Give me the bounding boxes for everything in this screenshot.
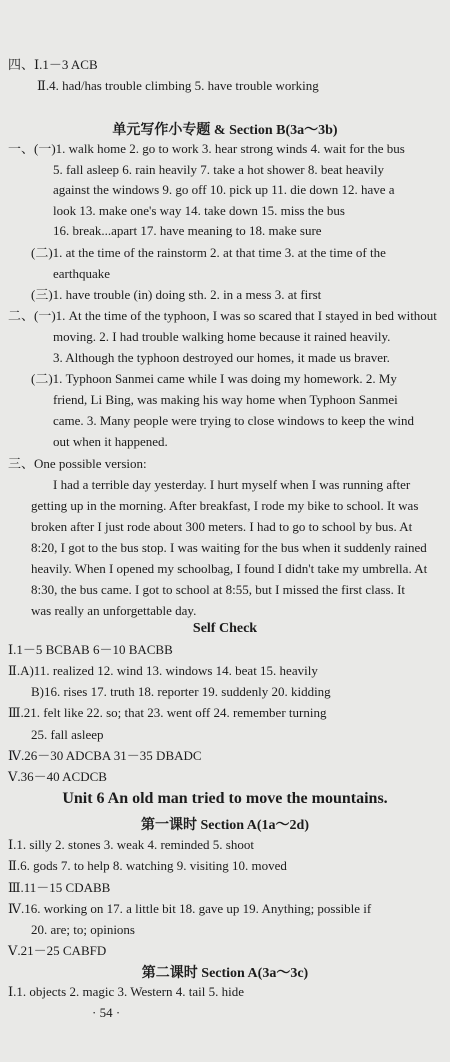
answer-line: out when it happened. xyxy=(53,434,168,449)
essay-line: 8:30, the bus came. I got to school at 8:55, but I missed the first class. It xyxy=(31,582,406,597)
section-heading: 单元写作小专题 & Section B(3a～3b) xyxy=(112,123,338,138)
answer-line: Ⅰ.1. silly 2. stones 3. weak 4. reminded 5. shoot xyxy=(8,837,254,852)
answer-line: look 13. make one's way 14. take down 15. miss the bus xyxy=(53,203,345,218)
answer-line: earthquake xyxy=(53,266,111,281)
unit-title: Unit 6 An old man tried to move the mountains. xyxy=(62,790,388,807)
answer-line: 3. Although the typhoon destroyed our homes, it made us braver. xyxy=(53,350,390,365)
answer-line: 16. break...apart 17. have meaning to 18. make sure xyxy=(53,223,322,238)
answer-line: Ⅲ.21. felt like 22. so; that 23. went off 24. remember turning xyxy=(8,705,327,720)
answer-line: 20. are; to; opinions xyxy=(31,922,135,937)
answer-line: (二)1. at the time of the rainstorm 2. at that time 3. at the time of the xyxy=(31,245,386,260)
essay-line: I had a terrible day yesterday. I hurt myself when I was running after xyxy=(53,477,411,492)
answer-line: Ⅲ.11－15 CDABB xyxy=(8,880,111,895)
answer-line: Ⅰ.1－5 BCBAB 6－10 BACBB xyxy=(8,642,173,657)
page-number: · 54 · xyxy=(92,1005,121,1020)
answer-line: (二)1. Typhoon Sanmei came while I was doing my homework. 2. My xyxy=(31,371,397,386)
answer-line: came. 3. Many people were trying to close windows to keep the wind xyxy=(53,413,415,428)
answer-line: 四、Ⅰ.1－3 ACB xyxy=(8,57,98,72)
answer-line: Ⅳ.26－30 ADCBA 31－35 DBADC xyxy=(8,748,202,763)
lesson-heading: 第一课时 Section A(1a～2d) xyxy=(141,818,309,833)
answer-line: (三)1. have trouble (in) doing sth. 2. in a mess 3. at first xyxy=(31,287,322,302)
essay-line: broken after I just rode about 300 meters. I had to go to school by bus. At xyxy=(31,519,413,534)
answer-line: Ⅴ.36－40 ACDCB xyxy=(8,769,107,784)
answer-line: Ⅱ.4. had/has trouble climbing 5. have trouble working xyxy=(37,78,319,93)
essay-line: was really an unforgettable day. xyxy=(31,603,197,618)
answer-line: B)16. rises 17. truth 18. reporter 19. suddenly 20. kidding xyxy=(31,684,331,699)
lesson-heading: 第二课时 Section A(3a～3c) xyxy=(141,966,309,981)
section-heading: Self Check xyxy=(192,621,258,636)
answer-line: 一、(一)1. walk home 2. go to work 3. hear strong winds 4. wait for the bus xyxy=(8,141,405,156)
essay-line: heavily. When I opened my schoolbag, I found I didn't take my umbrella. At xyxy=(31,561,428,576)
answer-line: 二、(一)1. At the time of the typhoon, I was so scared that I stayed in bed without xyxy=(8,308,437,323)
answer-line: moving. 2. I had trouble walking home because it rained heavily. xyxy=(53,329,391,344)
answer-line: 5. fall asleep 6. rain heavily 7. take a hot shower 8. beat heavily xyxy=(53,162,385,177)
answer-line: friend, Li Bing, was making his way home when Typhoon Sanmei xyxy=(53,392,398,407)
answer-line: Ⅱ.A)11. realized 12. wind 13. windows 14. beat 15. heavily xyxy=(8,663,318,678)
answer-line: against the windows 9. go off 10. pick up 11. die down 12. have a xyxy=(53,182,395,197)
essay-line: 8:20, I got to the bus stop. I was waiting for the bus when it suddenly rained xyxy=(31,540,427,555)
answer-line: Ⅳ.16. working on 17. a little bit 18. gave up 19. Anything; possible if xyxy=(8,901,372,916)
essay-line: getting up in the morning. After breakfast, I rode my bike to school. It was xyxy=(31,498,419,513)
answer-line: Ⅰ.1. objects 2. magic 3. Western 4. tail 5. hide xyxy=(8,984,244,999)
answer-line: 三、One possible version: xyxy=(8,456,147,471)
answer-line: Ⅱ.6. gods 7. to help 8. watching 9. visiting 10. moved xyxy=(8,858,287,873)
answer-line: 25. fall asleep xyxy=(31,727,104,742)
answer-line: Ⅴ.21－25 CABFD xyxy=(8,943,107,958)
